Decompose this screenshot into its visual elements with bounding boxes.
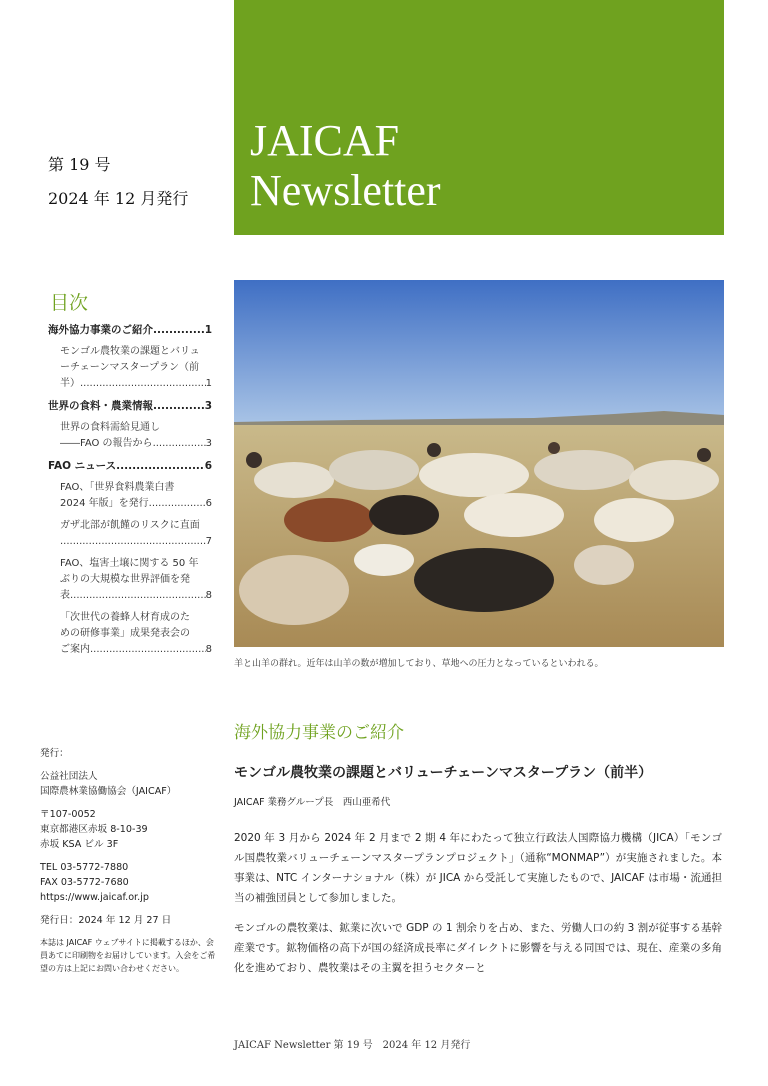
toc-item[interactable]	[48, 556, 212, 604]
postal-code: 〒107-0052	[40, 809, 96, 820]
fax: FAX 03-5772-7680	[40, 877, 129, 888]
toc-item-page: 8	[205, 590, 212, 601]
section-heading: 海外協力事業のご紹介	[234, 723, 404, 743]
article-author: JAICAF 業務グループ長 西山亜希代	[234, 797, 391, 808]
toc-item-line: FAO、「世界食料農業白書	[60, 482, 175, 493]
toc-section-label: FAO ニュース	[48, 460, 117, 472]
website-link[interactable]: https://www.jaicaf.or.jp	[40, 892, 149, 903]
toc-item-page: 6	[205, 498, 212, 509]
toc-item-line: ーチェーンマスタープラン（前	[60, 362, 199, 373]
title-line-2: Newsletter	[250, 166, 441, 215]
toc-heading: 目次	[50, 292, 89, 314]
toc-section[interactable]	[48, 322, 212, 338]
toc-item-line: ガザ北部が飢饉のリスクに直面	[60, 520, 200, 531]
toc-item[interactable]	[48, 480, 212, 512]
article-title: モンゴル農牧業の課題とバリューチェーンマスタープラン（前半）	[234, 765, 653, 781]
toc-item[interactable]	[48, 344, 212, 392]
toc-section-page: 6	[204, 460, 212, 472]
toc-item-line: 2024 年版」を発行	[60, 498, 149, 509]
issue-date-line: 発行日：2024 年 12 月 27 日	[40, 915, 172, 926]
publisher-label: 発行：	[40, 748, 69, 759]
table-of-contents	[48, 322, 212, 664]
herd-photo	[234, 280, 724, 647]
toc-item-page: 1	[205, 378, 212, 389]
photo-caption: 羊と山羊の群れ。近年は山羊の数が増加しており、草地への圧力となっているといわれる。	[234, 659, 604, 669]
toc-section-label: 海外協力事業のご紹介	[48, 324, 153, 336]
toc-section-page: 1	[204, 324, 212, 336]
telephone: TEL 03-5772-7880	[40, 862, 129, 873]
address-line: 赤坂 KSA ビル 3F	[40, 839, 119, 850]
newsletter-title	[250, 116, 441, 216]
toc-item-line: ご案内	[60, 644, 90, 655]
toc-item-page: 7	[205, 536, 212, 547]
toc-item-line: FAO、塩害土壌に関する 50 年	[60, 558, 199, 569]
toc-item-page: 8	[205, 644, 212, 655]
article-paragraph: モンゴルの農牧業は、鉱業に次いで GDP の 1 割余りを占め、また、労働人口の約 3 割が従事する基幹産業です。鉱物価格の高下が国の経済成長率にダイレクトに影響を与える同国では、現在、産業の多角化を進めており、農牧業はその主翼を担うセクターと	[234, 922, 722, 974]
toc-item-line: 表	[60, 590, 70, 601]
toc-item[interactable]	[48, 518, 212, 550]
publisher-note: 本誌は JAICAF ウェブサイトに掲載するほか、会員あてに印刷物をお届けしています。入会をご希望の方は上記にお問い合わせください。	[40, 938, 216, 973]
toc-item-line: ――FAO の報告から	[60, 438, 153, 449]
toc-section[interactable]	[48, 458, 212, 474]
toc-item[interactable]	[48, 420, 212, 452]
toc-item-line: 半）	[60, 378, 80, 389]
title-line-1: JAICAF	[250, 116, 400, 165]
toc-section-page: 3	[204, 400, 212, 412]
masthead-banner	[234, 0, 724, 235]
article-paragraph: 2020 年 3 月から 2024 年 2 月まで 2 期 4 年にわたって独立行政法人国際協力機構（JICA）「モンゴル国農牧業バリューチェーンマスタープランプロジェクト」（通称“MONMAP”）が実施されました。本事業は、NTC インターナショナル（株）が JICA から受託して実施したもので、JAICAF は市場・流通担当の補強団員として参加しました。	[234, 832, 722, 904]
toc-item-line: 世界の食料需給見通し	[60, 422, 160, 433]
publisher-org-name: 国際農林業協働協会（JAICAF）	[40, 786, 177, 797]
publisher-org: 公益社団法人	[40, 771, 98, 782]
page-footer: JAICAF Newsletter 第 19 号 2024 年 12 月発行	[234, 1040, 471, 1051]
toc-section[interactable]	[48, 398, 212, 414]
toc-section-label: 世界の食料・農業情報	[48, 400, 153, 412]
issue-date: 2024 年 12 月発行	[48, 189, 189, 208]
toc-item-line: モンゴル農牧業の課題とバリュ	[60, 346, 200, 357]
toc-item-line: めの研修事業」成果発表会の	[60, 628, 190, 639]
toc-item[interactable]	[48, 610, 212, 658]
toc-item-line: ぶりの大規模な世界評価を発	[60, 574, 190, 585]
address-line: 東京都港区赤坂 8-10-39	[40, 824, 148, 835]
toc-item-page: 3	[205, 438, 212, 449]
toc-item-line: 「次世代の養蜂人材育成のた	[60, 612, 190, 623]
issue-number: 第 19 号	[48, 155, 111, 174]
publisher-info	[40, 746, 220, 975]
